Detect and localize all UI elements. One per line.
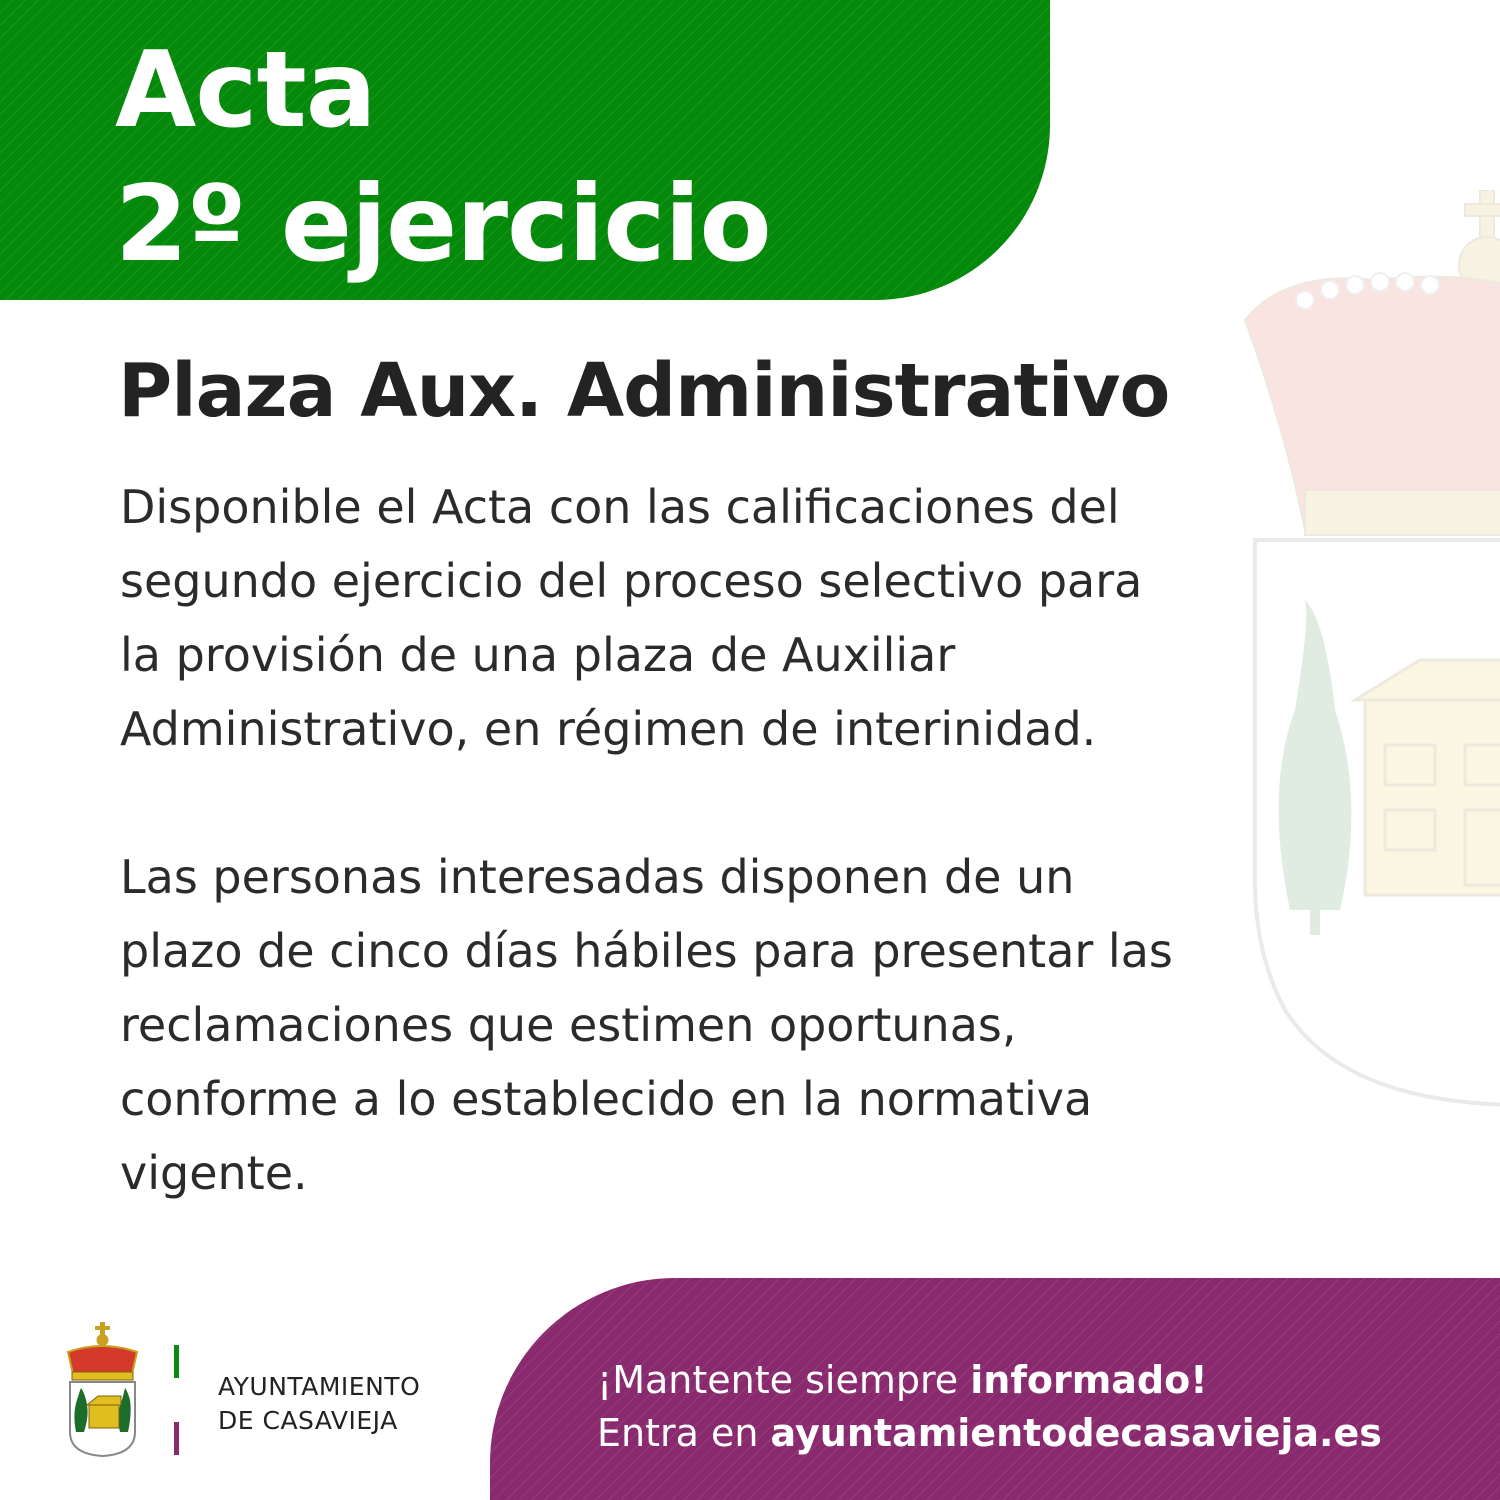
paragraph-line: plazo de cinco días hábiles para presentar las: [120, 924, 1173, 978]
cta-stay-informed: [597, 1358, 1208, 1402]
organization-name: [218, 1370, 420, 1438]
paragraph-line: Disponible el Acta con las calificaciones del: [120, 480, 1120, 534]
organization-name-line-1: AYUNTAMIENTO: [218, 1372, 421, 1401]
paragraph-line: vigente.: [120, 1146, 308, 1200]
paragraph-line: Las personas interesadas disponen de un: [120, 850, 1075, 904]
page-subtitle: Plaza Aux. Administrativo: [118, 348, 1170, 434]
coat-of-arms-watermark-icon: [1225, 190, 1500, 1110]
cta-stay-informed-bold: informado!: [970, 1358, 1208, 1402]
organization-name-line-2: DE CASAVIEJA: [218, 1406, 398, 1435]
paragraph-availability: [120, 470, 1230, 766]
paragraph-line: segundo ejercicio del proceso selectivo para: [120, 554, 1143, 608]
website-link[interactable]: ayuntamientodecasavieja.es: [770, 1411, 1382, 1455]
paragraph-line: la provisión de una plaza de Auxiliar: [120, 628, 956, 682]
footer-banner: [490, 1278, 1500, 1500]
header-banner: [0, 0, 1050, 300]
logo-divider: [174, 1345, 179, 1455]
paragraph-claims: [120, 840, 1230, 1210]
cta-website: [597, 1411, 1382, 1455]
page-title-line-2: 2º ejercicio: [115, 163, 771, 285]
cta-stay-informed-text: ¡Mantente siempre: [597, 1358, 971, 1402]
page-title-line-1: Acta: [115, 29, 376, 151]
cta-website-text: Entra en: [597, 1411, 771, 1455]
paragraph-line: Administrativo, en régimen de interinidad.: [120, 702, 1097, 756]
coat-of-arms-icon: [60, 1322, 145, 1460]
paragraph-line: reclamaciones que estimen oportunas,: [120, 998, 1017, 1052]
paragraph-line: conforme a lo establecido en la normativa: [120, 1072, 1093, 1126]
